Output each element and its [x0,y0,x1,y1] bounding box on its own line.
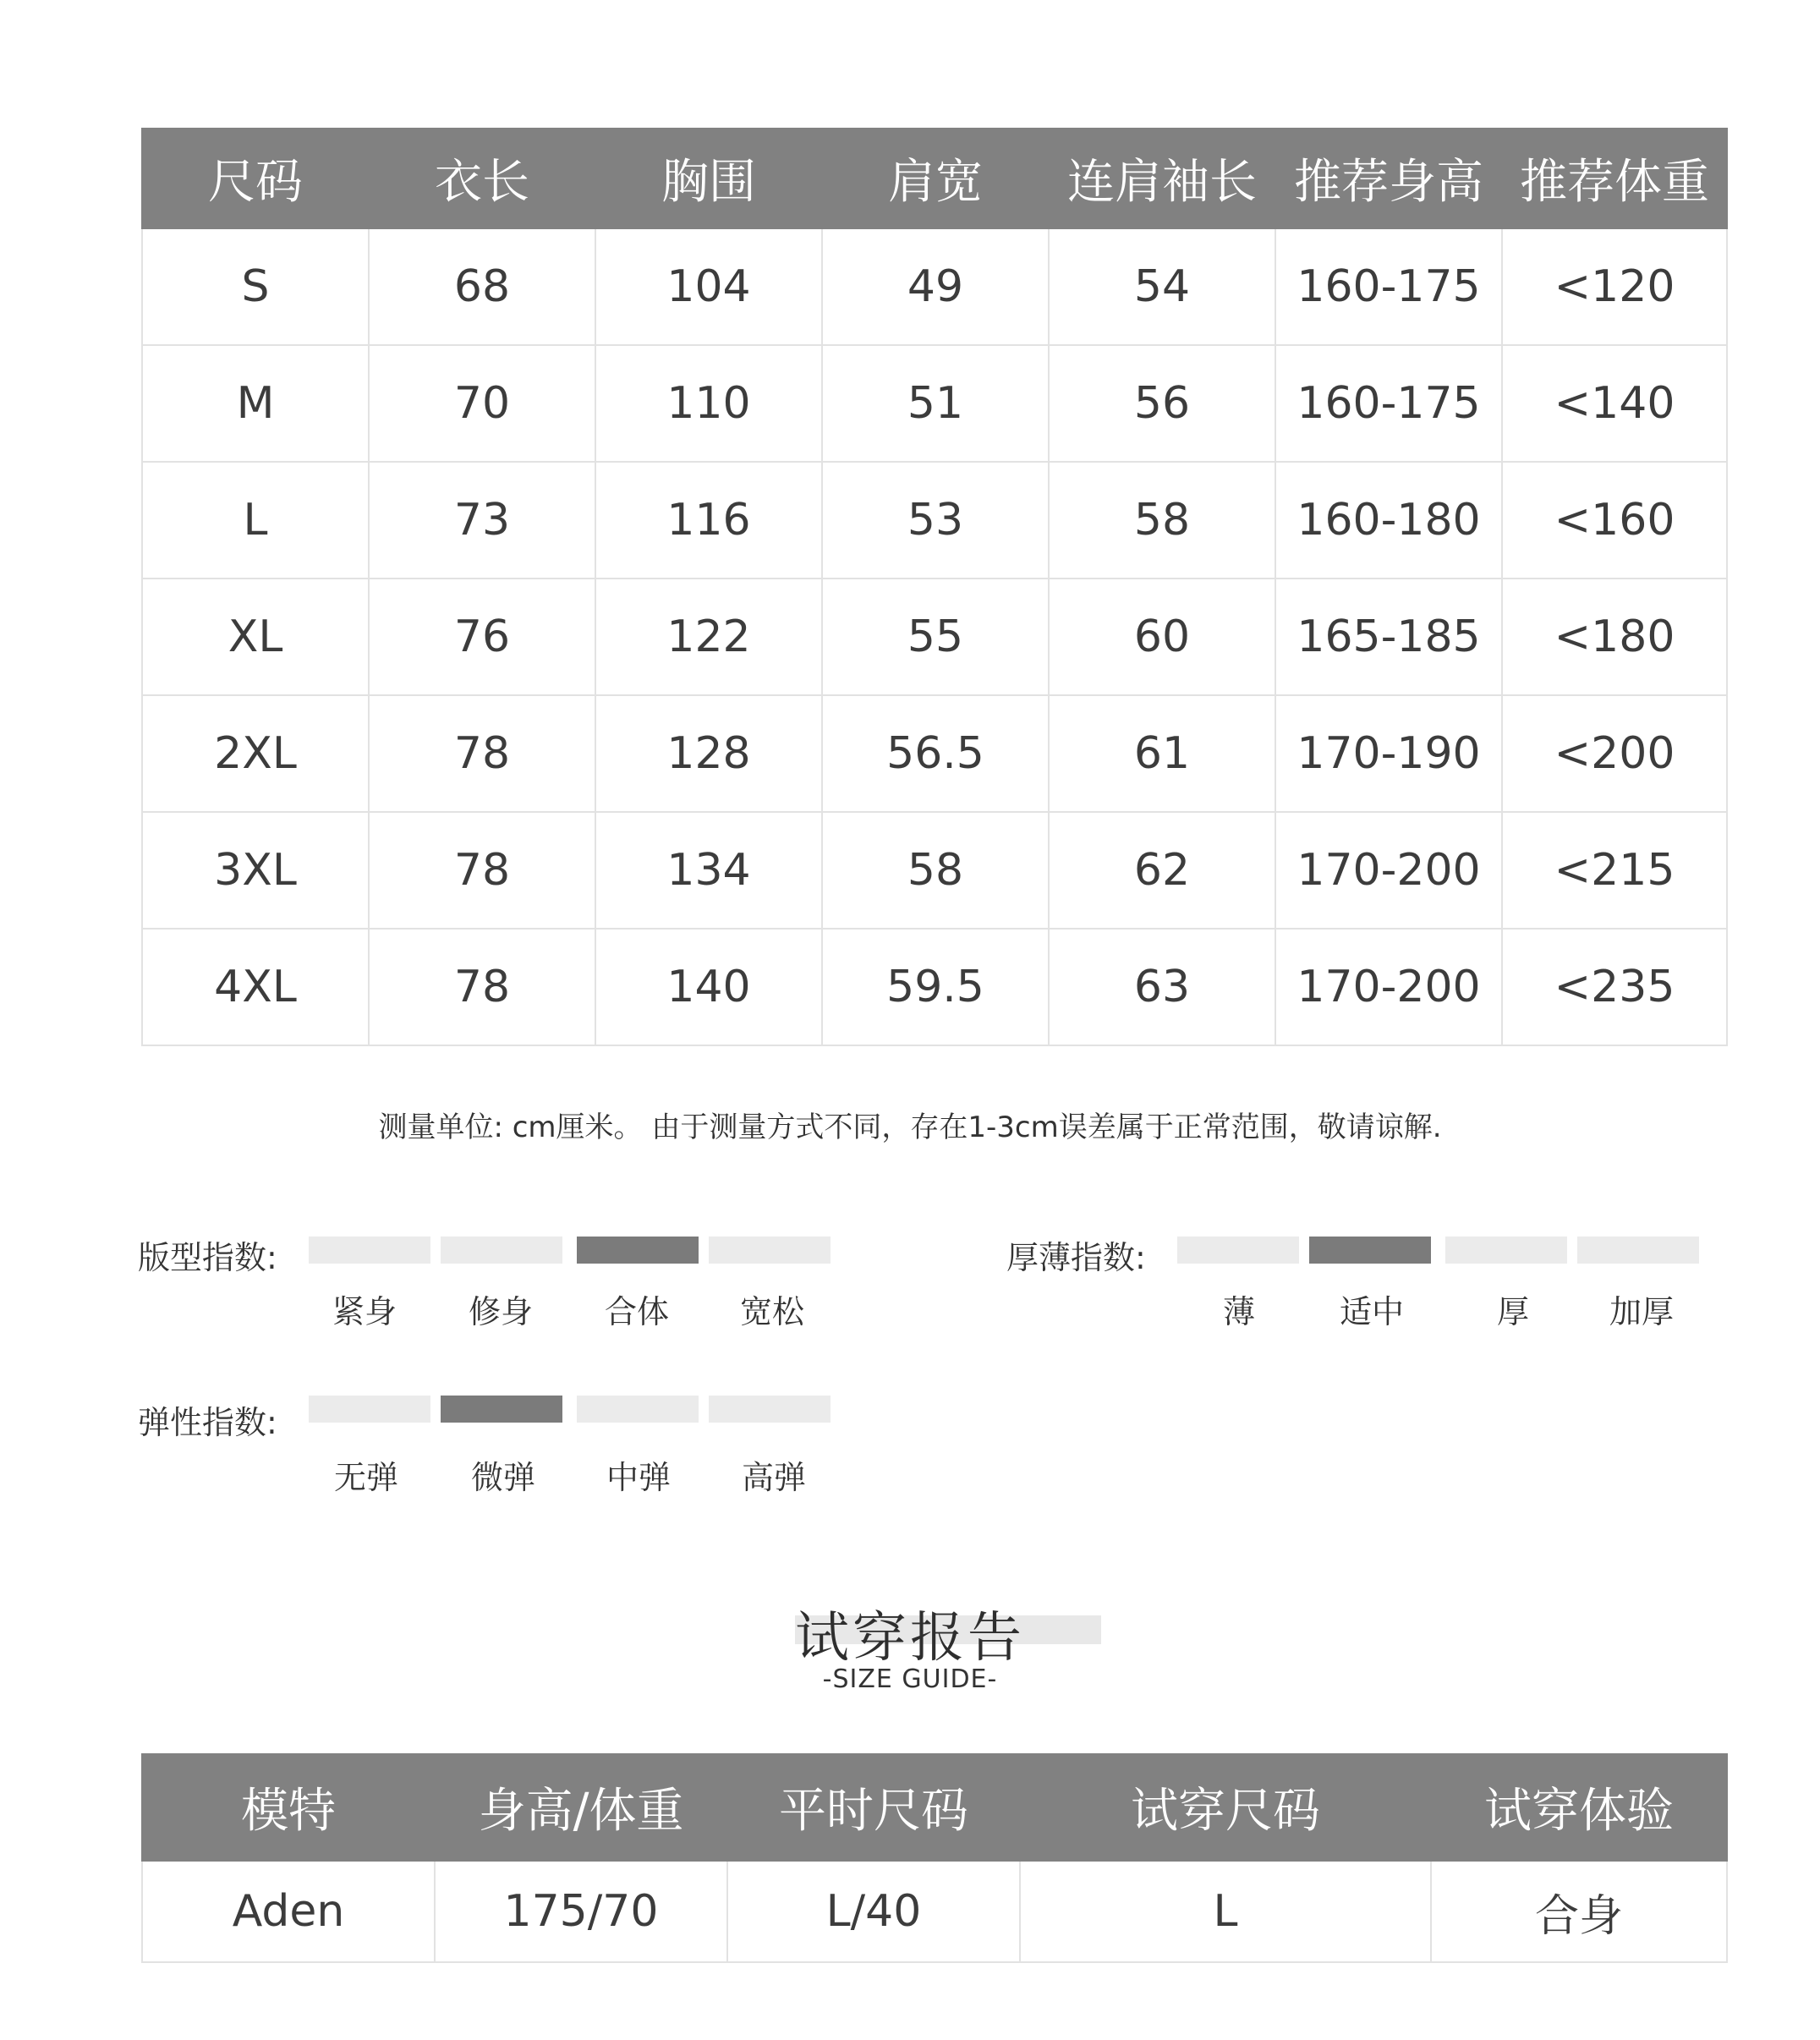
table-row [142,345,1727,462]
header-chest: 胸围 [595,129,822,228]
measurement-note: 测量单位: cm厘米。 由于测量方式不同，存在1-3cm误差属于正常范围，敬请谅解. [378,1110,1442,1144]
table-cell: 160-180 [1275,462,1502,579]
table-cell: 140 [595,929,822,1045]
elasticity-segment [709,1396,831,1423]
thickness-option-label: 适中 [1339,1293,1404,1330]
table-cell: 62 [1049,812,1275,929]
table-cell: 56.5 [822,695,1049,812]
table-cell: L [142,462,369,579]
table-cell: XL [142,579,369,695]
table-row [142,1861,1727,1962]
size-chart-table [141,128,1728,1046]
table-cell: 58 [1049,462,1275,579]
table-cell: <235 [1502,929,1727,1045]
thickness-option-label: 厚 [1496,1293,1529,1330]
table-cell: 165-185 [1275,579,1502,695]
header-height-weight: 身高/体重 [435,1754,727,1861]
table-cell: L/40 [727,1861,1020,1962]
fit-segment [441,1237,562,1264]
fitting-report-table [141,1753,1728,1963]
elasticity-index-label: 弹性指数: [138,1404,277,1441]
table-cell: <140 [1502,345,1727,462]
thickness-segment [1177,1237,1299,1264]
table-cell: 68 [369,228,595,345]
header-model: 模特 [142,1754,435,1861]
elasticity-segment [309,1396,430,1423]
table-cell: 128 [595,695,822,812]
table-cell: 53 [822,462,1049,579]
header-sleeve: 连肩袖长 [1049,129,1275,228]
elasticity-option-label: 微弹 [470,1459,535,1496]
table-cell: 175/70 [435,1861,727,1962]
header-rec-height: 推荐身高 [1275,129,1502,228]
table-cell: 73 [369,462,595,579]
table-row [142,579,1727,695]
table-row [142,929,1727,1045]
table-cell: 110 [595,345,822,462]
table-cell: 合身 [1431,1861,1727,1962]
table-cell: 60 [1049,579,1275,695]
table-cell: 51 [822,345,1049,462]
table-cell: 61 [1049,695,1275,812]
report-subtitle: -SIZE GUIDE- [822,1664,998,1694]
table-cell: 49 [822,228,1049,345]
header-shoulder: 肩宽 [822,129,1049,228]
table-cell: 78 [369,695,595,812]
table-row [142,812,1727,929]
table-cell: 2XL [142,695,369,812]
table-cell: 78 [369,929,595,1045]
header-length: 衣长 [369,129,595,228]
table-cell: 78 [369,812,595,929]
table-cell: 104 [595,228,822,345]
table-cell: 58 [822,812,1049,929]
table-cell: 55 [822,579,1049,695]
fit-option-label: 合体 [604,1293,669,1330]
table-cell: 54 [1049,228,1275,345]
table-cell: Aden [142,1861,435,1962]
header-experience: 试穿体验 [1431,1754,1727,1861]
table-cell: 70 [369,345,595,462]
table-cell: 170-190 [1275,695,1502,812]
elasticity-option-label: 高弹 [741,1459,806,1496]
table-cell: 170-200 [1275,812,1502,929]
table-cell: 160-175 [1275,228,1502,345]
table-cell: S [142,228,369,345]
elasticity-segment [577,1396,699,1423]
table-cell: 3XL [142,812,369,929]
table-cell: 160-175 [1275,345,1502,462]
table-cell: 56 [1049,345,1275,462]
thickness-segment [1309,1237,1431,1264]
thickness-option-label: 加厚 [1609,1293,1674,1330]
header-size: 尺码 [142,129,369,228]
thickness-segment [1577,1237,1699,1264]
table-cell: <215 [1502,812,1727,929]
table-cell: 63 [1049,929,1275,1045]
table-cell: <160 [1502,462,1727,579]
table-cell: L [1020,1861,1431,1962]
table-cell: 134 [595,812,822,929]
size-chart-header-row [142,129,1727,228]
header-trial-size: 试穿尺码 [1020,1754,1431,1861]
fit-segment [709,1237,831,1264]
thickness-segment [1445,1237,1567,1264]
header-rec-weight: 推荐体重 [1502,129,1727,228]
table-cell: 122 [595,579,822,695]
table-cell: M [142,345,369,462]
fit-option-label: 紧身 [332,1293,397,1330]
report-title: 试穿报告 [795,1607,1025,1670]
header-usual-size: 平时尺码 [727,1754,1020,1861]
fit-index-label: 版型指数: [138,1239,277,1276]
elasticity-option-label: 中弹 [606,1459,671,1496]
table-cell: 170-200 [1275,929,1502,1045]
thickness-option-label: 薄 [1222,1293,1255,1330]
table-row [142,462,1727,579]
table-cell: <200 [1502,695,1727,812]
thickness-index-label: 厚薄指数: [1006,1239,1146,1276]
fit-segment [577,1237,699,1264]
fit-option-label: 宽松 [739,1293,804,1330]
table-cell: <180 [1502,579,1727,695]
table-cell: 76 [369,579,595,695]
fit-segment [309,1237,430,1264]
elasticity-option-label: 无弹 [333,1459,398,1496]
table-cell: 59.5 [822,929,1049,1045]
table-cell: 116 [595,462,822,579]
table-row [142,695,1727,812]
table-cell: <120 [1502,228,1727,345]
elasticity-segment [441,1396,562,1423]
fit-option-label: 修身 [468,1293,533,1330]
table-cell: 4XL [142,929,369,1045]
fitting-report-header-row [142,1754,1727,1861]
table-row [142,228,1727,345]
